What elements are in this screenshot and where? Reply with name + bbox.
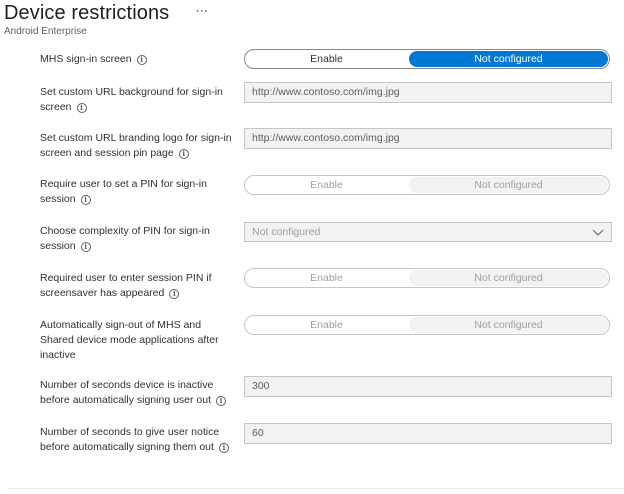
- setting-label-line: MHS sign-in screen: [40, 53, 132, 65]
- toggle-switch: [244, 268, 610, 288]
- toggle-switch[interactable]: [244, 49, 610, 69]
- setting-label-line: inactive: [40, 349, 76, 361]
- setting-label-line: Number of seconds to give user notice: [40, 426, 220, 438]
- dropdown-value: Not configured: [252, 226, 321, 238]
- info-icon[interactable]: i: [77, 103, 87, 113]
- setting-label: [40, 131, 240, 161]
- setting-label: [40, 271, 240, 301]
- setting-label-line: before automatically signing user out: [40, 394, 212, 406]
- info-icon[interactable]: i: [137, 55, 147, 65]
- setting-label: [40, 52, 240, 67]
- setting-label-line: screensaver has appeared: [40, 287, 165, 299]
- page-title: Device restrictions: [4, 2, 170, 24]
- setting-label-line: Require user to set a PIN for sign-in: [40, 178, 207, 190]
- setting-label-line: Number of seconds device is inactive: [40, 379, 214, 391]
- page-header: [4, 2, 209, 37]
- info-icon[interactable]: i: [219, 443, 229, 453]
- setting-label: [40, 378, 240, 408]
- setting-label-line: Required user to enter session PIN if: [40, 272, 212, 284]
- info-icon[interactable]: i: [216, 396, 226, 406]
- setting-label: [40, 224, 240, 254]
- toggle-option-not-configured: Not configured: [409, 270, 608, 286]
- setting-label-line: Choose complexity of PIN for sign-in: [40, 225, 210, 237]
- toggle-option-enable[interactable]: Enable: [310, 53, 343, 65]
- info-icon[interactable]: i: [81, 195, 91, 205]
- setting-label-line: Automatically sign-out of MHS and: [40, 319, 202, 331]
- info-icon[interactable]: i: [179, 149, 189, 159]
- setting-label-line: Set custom URL branding logo for sign-in: [40, 132, 232, 144]
- info-icon[interactable]: i: [81, 242, 91, 252]
- chevron-down-icon: [592, 226, 604, 238]
- toggle-switch: [244, 175, 610, 195]
- setting-label-line: session: [40, 193, 76, 205]
- text-field[interactable]: http://www.contoso.com/img.jpg: [244, 82, 612, 103]
- pin-complexity-dropdown[interactable]: [244, 222, 612, 242]
- toggle-option-not-configured[interactable]: Not configured: [409, 51, 608, 67]
- bottom-divider: [8, 488, 624, 489]
- info-icon[interactable]: i: [169, 289, 179, 299]
- text-field[interactable]: http://www.contoso.com/img.jpg: [244, 128, 612, 149]
- ellipsis-icon[interactable]: ⋯: [195, 2, 210, 18]
- toggle-option-enable: Enable: [310, 179, 343, 191]
- toggle-switch: [244, 315, 610, 335]
- toggle-option-enable: Enable: [310, 319, 343, 331]
- setting-label: [40, 425, 240, 455]
- text-field[interactable]: 60: [244, 423, 612, 444]
- setting-label-line: Set custom URL background for sign-in: [40, 86, 223, 98]
- setting-label: [40, 318, 240, 363]
- toggle-option-not-configured: Not configured: [409, 317, 608, 333]
- text-field[interactable]: 300: [244, 376, 612, 397]
- setting-label: [40, 177, 240, 207]
- setting-label: [40, 85, 240, 115]
- setting-label-line: screen: [40, 101, 72, 113]
- setting-label-line: Shared device mode applications after: [40, 334, 219, 346]
- page-subtitle: Android Enterprise: [4, 26, 87, 37]
- toggle-option-enable: Enable: [310, 272, 343, 284]
- setting-label-line: session: [40, 240, 76, 252]
- setting-label-line: before automatically signing them out: [40, 441, 214, 453]
- setting-label-line: screen and session pin page: [40, 147, 174, 159]
- toggle-option-not-configured: Not configured: [409, 177, 608, 193]
